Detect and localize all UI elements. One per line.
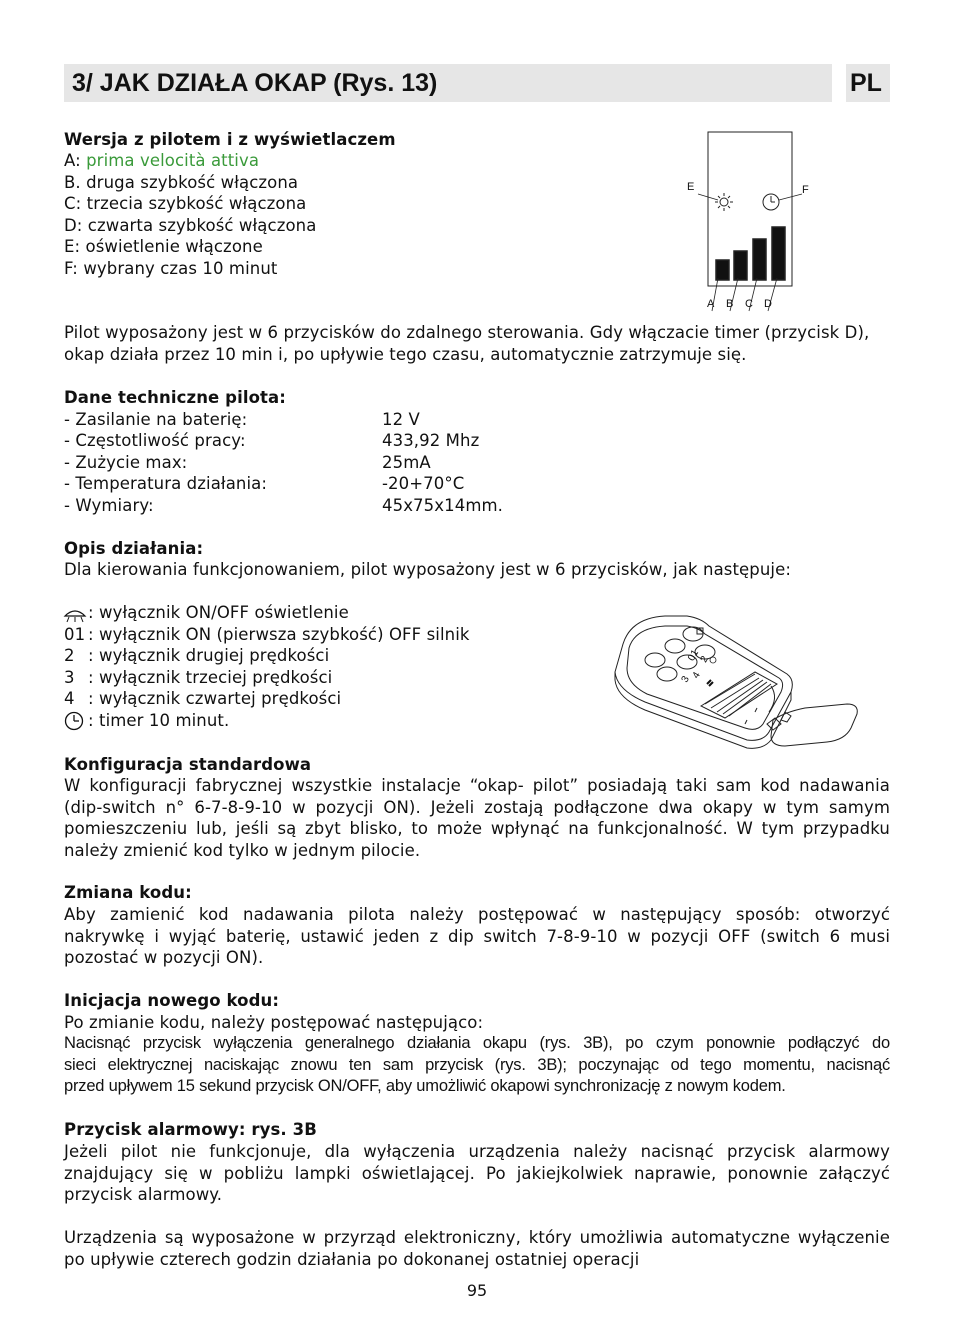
new-code-line: Nacisnąć przycisk wyłączenia generalnego działania okapu (rys. 3B), po czym ponownie podłączyć do [64,1034,890,1052]
version-item-a: A: prima velocità attiva [64,151,260,170]
display-panel-figure [680,128,820,314]
hood-light-icon [63,605,87,623]
spec-value: 12 V [382,410,420,429]
operation-item-text: : wyłącznik czwartej prędkości [88,689,342,708]
spec-value: 25mA [382,453,431,472]
new-code-line: przed upływem 15 sekund przycisk ON/OFF, aby umożliwić okapowi synchronizację z nowym kodem. [64,1077,786,1095]
page-title: 3/ JAK DZIAŁA OKAP (Rys. 13) [72,69,438,97]
code-change-paragraph [64,904,890,969]
speed-bars [716,227,785,280]
code-change-line: pozostać w pozycji ON). [64,948,264,967]
auto-off-line: Urządzenia są wyposażone w przyrząd elektroniczny, który umożliwia automatyczne wyłączenie [64,1228,890,1247]
spec-label: - Temperatura działania: [64,474,268,493]
page-number: 95 [466,1281,488,1300]
operation-item-text: : wyłącznik drugiej prędkości [88,646,330,665]
code-change-line: Aby zamienić kod nadawania pilota należy postępować w następujący sposób: otworzyć [64,905,890,924]
standard-config-line: (dip-switch n° 6-7-8-9-10 w pozycji ON). Jeżeli zostają podłączone dwa okapy w tym samym [64,797,890,817]
standard-config-line: należy zmienić kod tylko w jednym pilocie. [64,840,421,860]
operation-item-key: 01 [64,625,86,644]
version-item: E: oświetlenie włączone [64,237,263,256]
remote-key-2: 2 [698,654,711,665]
operation-item-text: : timer 10 minut. [88,711,230,730]
specs-heading: Dane techniczne pilota: [64,388,286,407]
remote-key-4: 4 [690,670,703,681]
version-item-a-value: prima velocità attiva [86,151,260,170]
code-change-line: nakrywkę i wyjąć baterię, ustawić jeden z dip switch 7-8-9-10 w pozycji OFF (switch 6 musi [64,926,890,946]
display-label-c: C [745,298,753,310]
display-label-e: E [687,181,695,193]
spec-label: - Częstotliwość pracy: [64,431,246,450]
light-icon [715,193,733,211]
operation-item-key: 2 [64,646,75,665]
display-label-d: D [764,298,772,310]
operation-item-text: : wyłącznik ON (pierwsza szybkość) OFF silnik [88,625,470,644]
new-code-heading: Inicjacja nowego kodu: [64,991,280,1010]
spec-value: 45x75x14mm. [382,496,504,515]
spec-label: - Zużycie max: [64,453,188,472]
standard-config-line: W konfiguracji fabrycznej wszystkie instalacje “okap- pilot” posiadają taki sam kod nadawania [64,776,890,795]
operation-item-text: : wyłącznik trzeciej prędkości [88,668,333,687]
operation-item-text: : wyłącznik ON/OFF oświetlenie [88,603,349,622]
language-label: PL [850,69,882,97]
display-label-a: A [707,298,715,310]
alarm-line: znajdujący się w pobliżu lampki oświetlającej. Po jakiejkolwiek naprawie, ponownie załączyć [64,1163,890,1183]
spec-value: -20+70°C [382,474,465,493]
version-item: B. druga szybkość włączona [64,173,299,192]
new-code-line: Po zmianie kodu, należy postępować następująco: [64,1013,484,1032]
spec-label: - Wymiary: [64,496,154,515]
spec-label: - Zasilanie na baterię: [64,410,248,429]
display-label-f: F [802,184,809,196]
code-change-heading: Zmiana kodu: [64,883,192,902]
new-code-paragraph [64,1033,890,1098]
version-item: D: czwarta szybkość włączona [64,216,317,235]
remote-control-figure [605,608,863,752]
standard-config-line: pomieszczeniu lub, jeśli są zbyt blisko, to może wpłynąć na funkcjonalność. W tym przypadku [64,819,890,838]
display-label-b: B [726,298,734,310]
auto-off-line: po upływie czterech godzin działania po dokonanej ostatniej operacji [64,1249,640,1269]
alarm-heading: Przycisk alarmowy: rys. 3B [64,1120,317,1139]
new-code-line: sieci elektrycznej naciskając znowu ten sam przycisk (rys. 3B); poczynając od tego momentu, nacisnąć [64,1055,890,1074]
clock-icon [763,194,779,210]
spec-value: 433,92 Mhz [382,431,480,450]
intro-line: okap działa przez 10 min i, po upływie tego czasu, automatycznie zatrzymuje się. [64,345,747,364]
operation-item-key: 3 [64,668,75,687]
version-item: C: trzecia szybkość włączona [64,194,307,213]
operation-heading: Opis działania: [64,539,204,558]
remote-key-3: 3 [679,674,692,685]
operation-intro: Dla kierowania funkcjonowaniem, pilot wyposażony jest w 6 przycisków, jak następuje: [64,560,792,579]
standard-config-heading: Konfiguracja standardowa [64,755,312,774]
alarm-line: przycisk alarmowy. [64,1185,223,1204]
version-heading: Wersja z pilotem i z wyświetlaczem [64,130,396,149]
auto-off-paragraph [64,1227,890,1270]
alarm-paragraph [64,1141,890,1206]
timer-clock-icon [63,711,85,731]
alarm-line: Jeżeli pilot nie funkcjonuje, dla wyłączenia urządzenia należy nacisnąć przycisk alarmowy [64,1142,890,1161]
standard-config-paragraph [64,775,890,861]
operation-item-key: 4 [64,689,75,708]
intro-line: Pilot wyposażony jest w 6 przycisków do zdalnego sterowania. Gdy włączacie timer (przycisk D), [64,323,870,342]
version-item: F: wybrany czas 10 minut [64,259,278,278]
remote-key-01: 01 [686,647,702,664]
